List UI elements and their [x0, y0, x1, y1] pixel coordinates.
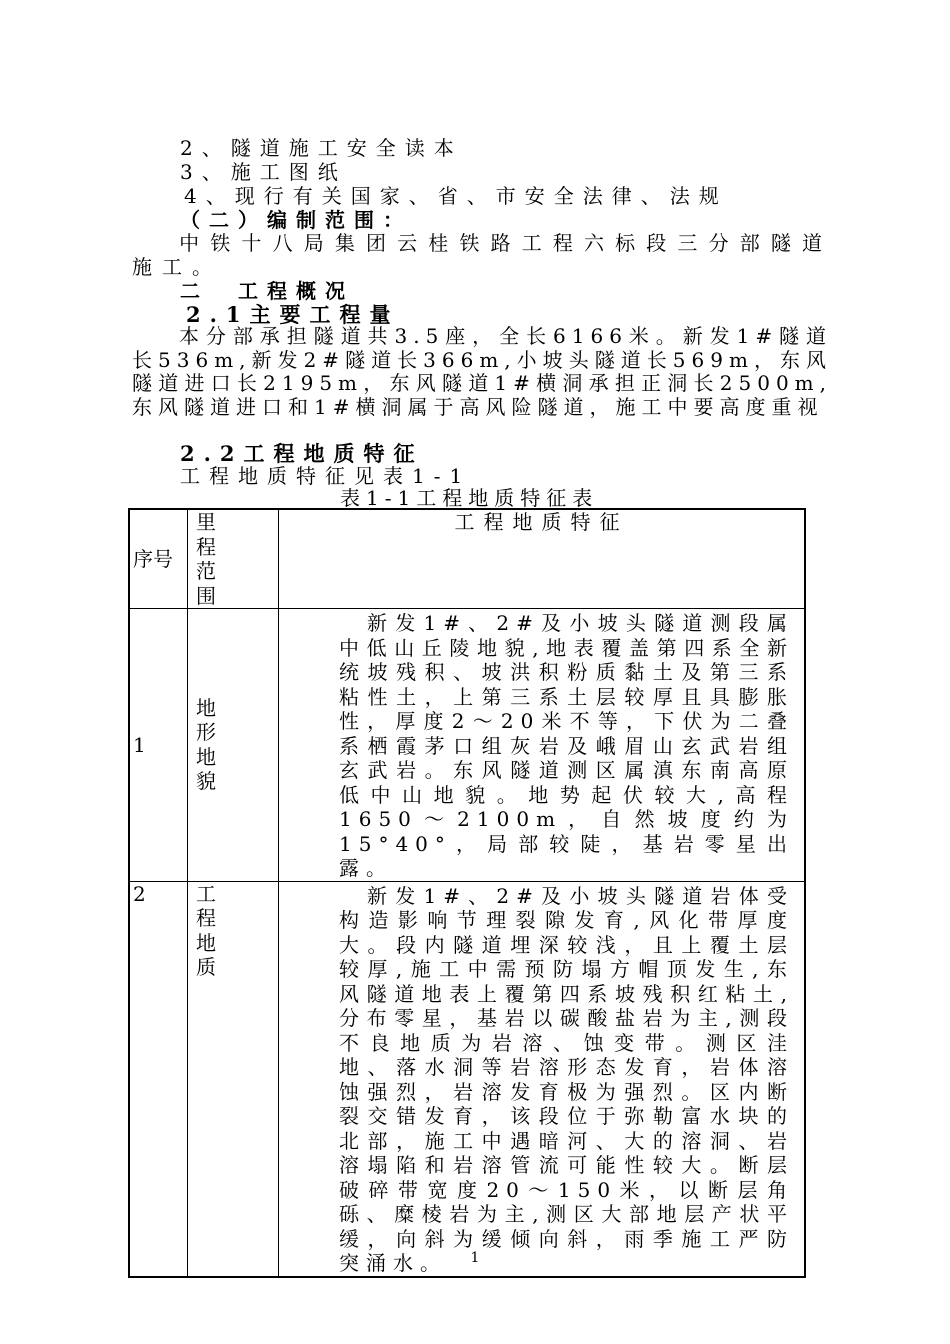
reference-item-4: 4、现行有关国家、省、市安全法律、法规: [184, 184, 728, 208]
scope-paragraph: [132, 232, 832, 279]
row-range: 地形地貌: [188, 609, 279, 882]
section-heading-project-overview: 二 工程概况: [180, 279, 354, 303]
quantities-paragraph: [132, 325, 832, 419]
reference-item-2: 2、隧道施工安全读本: [180, 136, 463, 160]
page-number: 1: [470, 1250, 480, 1266]
table-row: [129, 881, 805, 1277]
row-desc: 新发1#、2#及小坡头隧道测段属中低山丘陵地貌,地表覆盖第四系全新统坡残积、坡洪积粉质黏土及第三系粘性土，上第三系土层较厚且具膨胀性，厚度2～20米不等，下伏为二叠系栖霞茅口组灰岩及峨眉山玄武岩组玄武岩。东风隧道测区属滇东南高原低中山地貌。地势起伏较大,高程1650～2100m，自然坡度约为15°40°，局部较陡，基岩零星出露。: [279, 609, 806, 882]
row-no: 2: [129, 881, 188, 1277]
subsection-heading-quantities: 2.1主要工程量: [186, 302, 400, 327]
geology-intro: 工程地质特征见表1-1: [180, 464, 472, 488]
geology-table: [128, 508, 806, 1278]
row-range: 工程地质: [188, 881, 279, 1277]
quantities-text: 本分部承担隧道共3.5座，全长6166米。新发1#隧道长536m,新发2#隧道长366m,小坡头隧道长569m，东风隧道进口长2195m，东风隧道1#横洞承担正洞长2500m,东风隧道进口和1#横洞属于高风险隧道，施工中要高度重视: [132, 324, 832, 419]
scope-heading: （二）编制范围：: [180, 208, 412, 232]
row-desc: 新发1#、2#及小坡头隧道岩体受构造影响节理裂隙发育,风化带厚度大。段内隧道埋深较浅，且上覆土层较厚,施工中需预防塌方帽顶发生,东风隧道地表上覆第四系坡残积红粘土,分布零星，基岩以碳酸盐岩为主,测段不良地质为岩溶、蚀变带。测区洼地、落水洞等岩溶形态发育，岩体溶蚀强烈，岩溶发育极为强烈。区内断裂交错发育，该段位于弥勒富水块的北部，施工中遇暗河、大的溶洞、岩溶塌陷和岩溶管流可能性较大。断层破碎带宽度20～150米，以断层角砾、糜棱岩为主,测区大部地层产状平缓，向斜为缓倾向斜，雨季施工严防突涌水。: [279, 881, 806, 1277]
table-caption: 表1-1工程地质特征表: [340, 486, 599, 510]
table-row: [129, 609, 805, 882]
table-header-row: [129, 509, 805, 609]
row-no: 1: [129, 609, 188, 882]
header-no: 序号: [129, 509, 188, 609]
scope-text: 中铁十八局集团云桂铁路工程六标段三分部隧道施工。: [132, 231, 832, 279]
header-desc: 工程地质特征: [279, 509, 806, 609]
reference-item-3: 3、施工图纸: [180, 160, 347, 184]
subsection-heading-geology: 2.2工程地质特征: [180, 441, 424, 466]
header-range: 里程范围: [188, 509, 279, 609]
